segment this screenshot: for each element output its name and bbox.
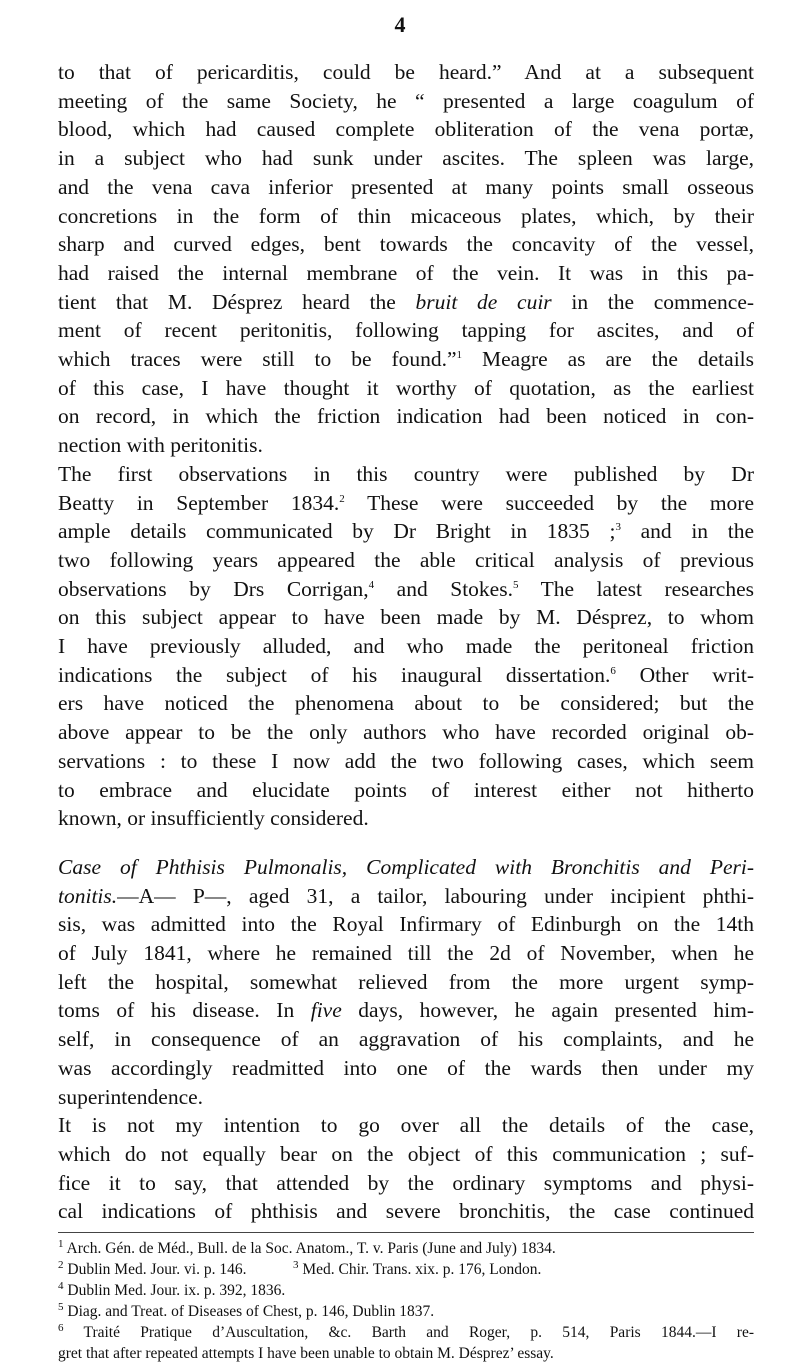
- text-line: and the vena cava inferior presented at many points small osseous: [58, 174, 754, 199]
- text-line: on record, in which the friction indication had been noticed in con-: [58, 404, 754, 429]
- footnote: $^1$ Arch. Gén. de Méd., Bull. de la Soc. Anatom., T. v. Paris (June and July) 1834.: [58, 1237, 556, 1257]
- text-line: Beatty in September 1834.$^2$ These were succeeded by the more: [58, 490, 754, 515]
- text-line: which traces were still to be found.”$^1$ Meagre as are the details: [58, 347, 755, 371]
- text-line: I have previously alluded, and who made the peritoneal friction: [58, 634, 754, 658]
- case-title: Case of Phthisis Pulmonalis, Complicated with Bronchitis and Peri-: [58, 854, 754, 879]
- text-line: fice it to say, that attended by the ordinary symptoms and physi-: [58, 1170, 754, 1195]
- text-line: of July 1841, where he remained till the 2d of November, when he: [58, 941, 754, 965]
- text-line: to embrace and elucidate points of interest either not hitherto: [58, 777, 754, 802]
- case-heading-line: [58, 853, 754, 881]
- footnote-ref: 3: [615, 521, 621, 534]
- footnote-number: 6: [58, 1321, 64, 1334]
- footnote: gret that after repeated attempts I have been unable to obtain M. Désprez’ essay.: [58, 1345, 554, 1362]
- text-line: two following years appeared the able critical analysis of previous: [58, 547, 754, 572]
- footnote-number: 1: [58, 1237, 64, 1250]
- text-line: nection with peritonitis.: [58, 433, 263, 458]
- text-line: blood, which had caused complete obliteration of the vena portæ,: [58, 117, 754, 142]
- footnote-ref: 6: [610, 664, 616, 677]
- text-line: meeting of the same Society, he “ presented a large coagulum of: [58, 88, 754, 113]
- text-line: above appear to be the only authors who have recorded original ob-: [58, 720, 754, 745]
- text-line: indications the subject of his inaugural dissertation.$^6$ Other writ-: [58, 662, 755, 687]
- text-line: was accordingly readmitted into one of the wards then under my: [58, 1055, 754, 1080]
- page-number: 4: [394, 12, 406, 37]
- footnote: $^4$ Dublin Med. Jour. ix. p. 392, 1836.: [58, 1279, 286, 1299]
- text-line: on this subject appear to have been made by M. Désprez, to whom: [58, 605, 754, 630]
- footnote-rule: [58, 1232, 754, 1233]
- footnote-number: 4: [58, 1279, 64, 1292]
- footnote-number: 5: [58, 1300, 64, 1313]
- text-line: It is not my intention to go over all the details of the case,: [58, 1113, 754, 1138]
- text-line: tient that M. Désprez heard the bruit de cuir in the commence-: [58, 289, 755, 314]
- text-line: tonitis.—A— P—, aged 31, a tailor, labouring under incipient phthi-: [58, 883, 754, 908]
- text-line: observations by Drs Corrigan,$^4$ and Stokes.$^5$ The latest researches: [58, 576, 754, 601]
- text-line: sis, was admitted into the Royal Infirmary of Edinburgh on the 14th: [58, 912, 754, 937]
- text-line: The first observations in this country were published by Dr: [58, 461, 754, 486]
- text-line: concretions in the form of thin micaceous plates, which, by their: [58, 203, 754, 228]
- footnote-ref: 1: [456, 348, 463, 361]
- text-line: cal indications of phthisis and severe bronchitis, the case continued: [58, 1199, 754, 1224]
- case-title-end: tonitis.: [58, 883, 118, 908]
- text-line: ers have noticed the phenomena about to be considered; but the: [58, 691, 754, 716]
- text-line: sharp and curved edges, bent towards the concavity of the vessel,: [58, 232, 754, 257]
- text-line: in a subject who had sunk under ascites. The spleen was large,: [58, 146, 754, 171]
- footnote-ref: 2: [339, 492, 345, 505]
- text-line: to that of pericarditis, could be heard.” And at a subsequent: [58, 60, 754, 84]
- text-line: ment of recent peritonitis, following tapping for ascites, and of: [58, 318, 754, 343]
- text-line: known, or insufficiently considered.: [58, 806, 369, 831]
- text-line: toms of his disease. In five days, however, he again presented him-: [58, 998, 754, 1023]
- italic-word: five: [310, 998, 342, 1023]
- text-line: of this case, I have thought it worthy of quotation, as the earliest: [58, 375, 754, 400]
- text-line: servations : to these I now add the two following cases, which seem: [58, 748, 754, 773]
- italic-phrase: bruit de cuir: [415, 289, 552, 314]
- text-line: had raised the internal membrane of the vein. It was in this pa-: [58, 260, 754, 285]
- footnote: $^6$ Traité Pratique d’Auscultation, &c. Barth and Roger, p. 514, Paris 1844.—I re-: [58, 1321, 754, 1341]
- footnote: $^5$ Diag. and Treat. of Diseases of Chest, p. 146, Dublin 1837.: [58, 1300, 435, 1320]
- footnote: $^2$ Dublin Med. Jour. vi. p. 146. $^3$ Med. Chir. Trans. xix. p. 176, London.: [58, 1258, 542, 1278]
- text-line: self, in consequence of an aggravation of his complaints, and he: [58, 1027, 754, 1052]
- text-line: ample details communicated by Dr Bright in 1835 ;$^3$ and in the: [58, 519, 754, 544]
- text-line: superintendence.: [58, 1084, 204, 1109]
- text-line: which do not equally bear on the object of this communication ; suf-: [58, 1141, 754, 1166]
- footnote-number: 3: [293, 1258, 299, 1271]
- footnote-number: 2: [58, 1258, 64, 1271]
- text-line: left the hospital, somewhat relieved from the more urgent symp-: [58, 969, 754, 994]
- footnote-ref: 5: [512, 578, 519, 591]
- footnote-ref: 4: [368, 578, 375, 591]
